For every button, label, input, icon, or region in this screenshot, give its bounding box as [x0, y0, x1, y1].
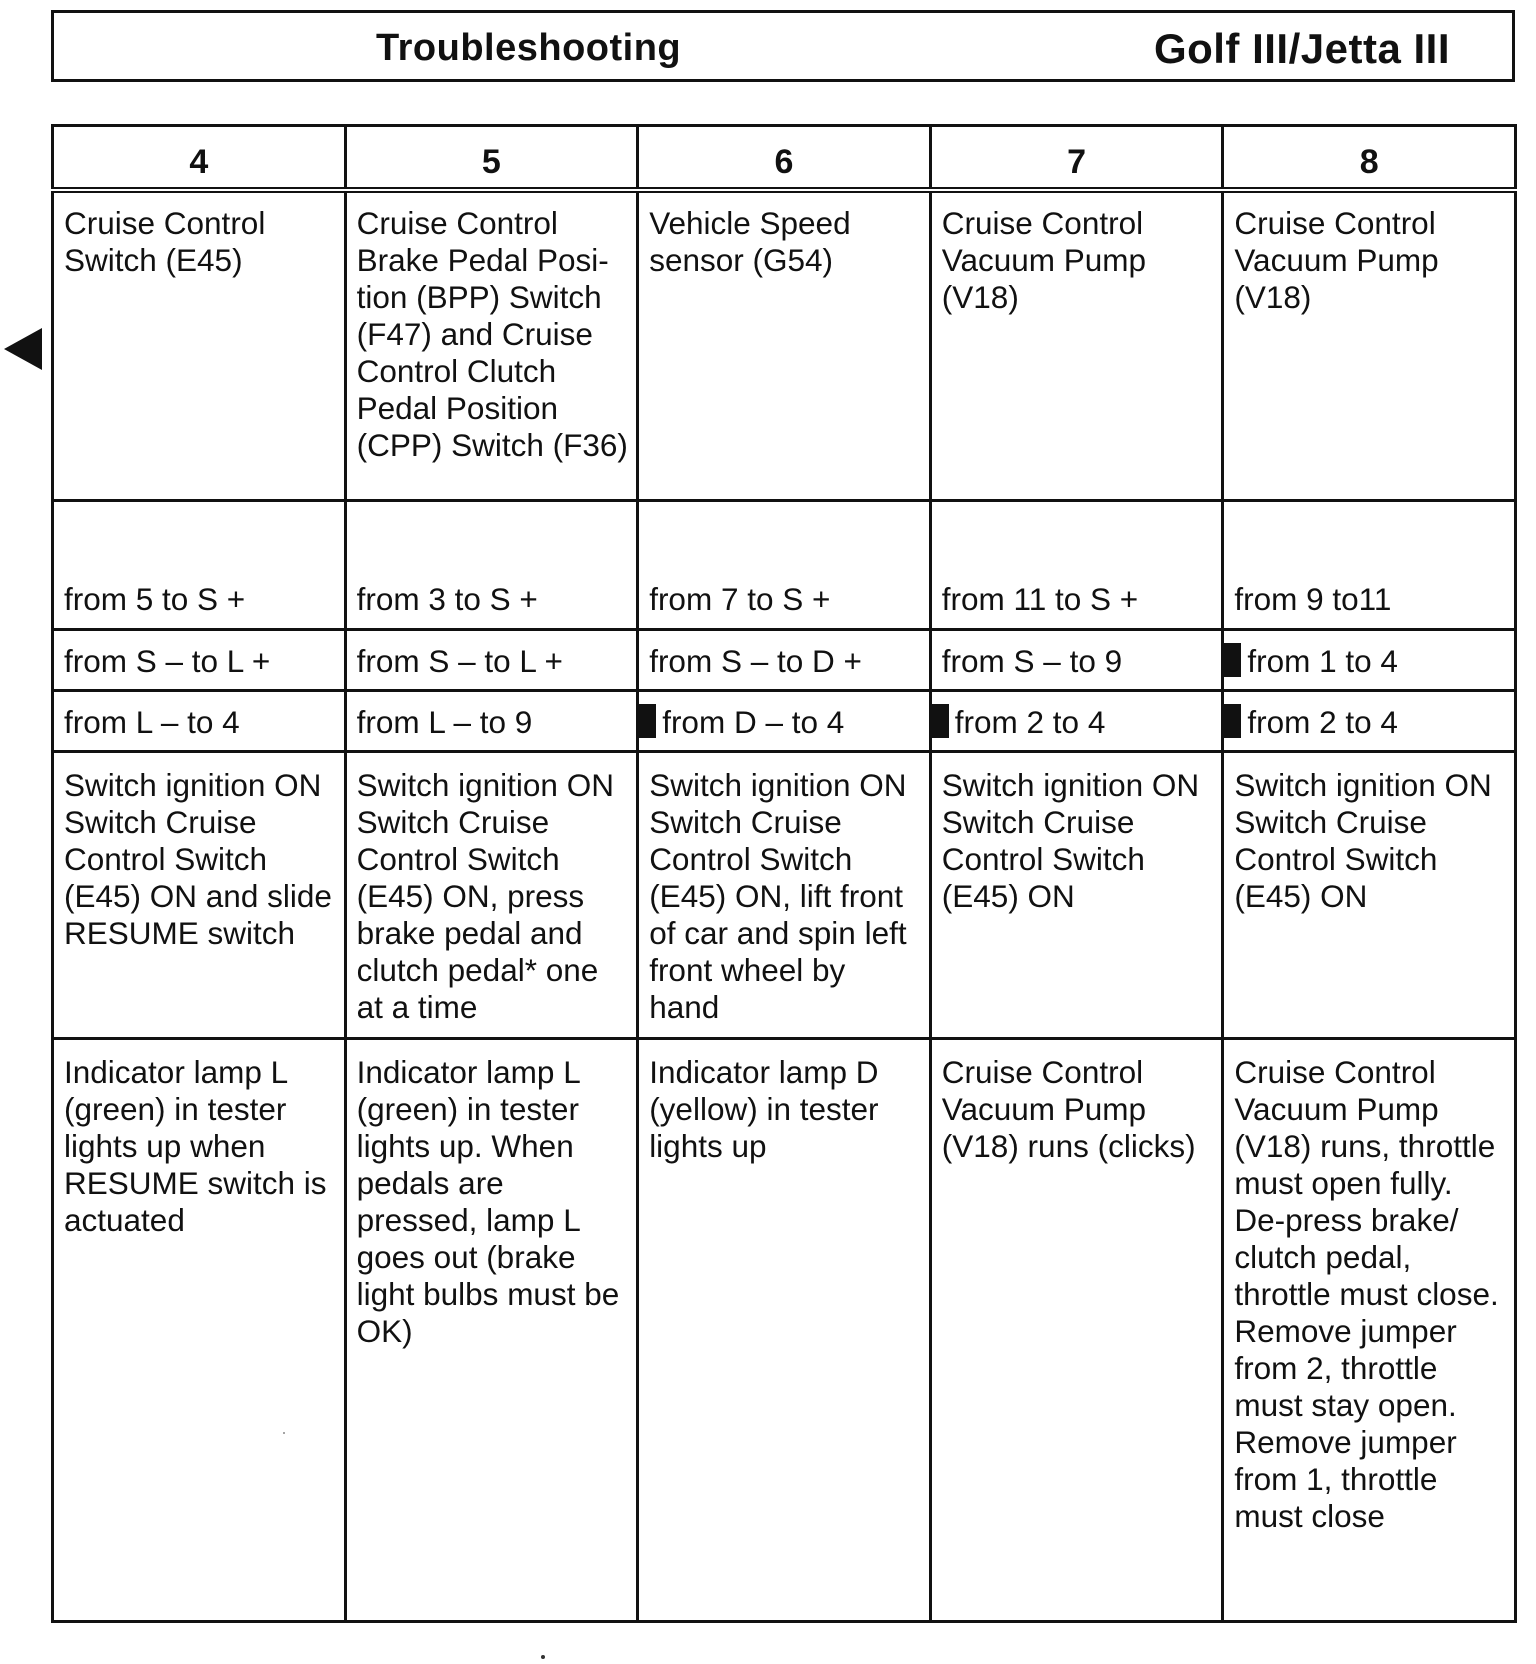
result-cell: Cruise Control Vacuum Pump (V18) runs (clicks)	[930, 1039, 1223, 1622]
column-header-6: 6	[638, 126, 931, 191]
component-cell: Cruise Control Vacuum Pump (V18)	[1223, 190, 1516, 501]
measure-cell	[638, 691, 931, 752]
measure-text: from 2 to 4	[1247, 703, 1398, 740]
measure-cell: from 7 to S +	[638, 501, 931, 630]
measure-cell: from S – to D +	[638, 630, 931, 691]
column-header-5: 5	[345, 126, 638, 191]
table-row-measure-2	[53, 630, 1516, 691]
table-row-measure-3	[53, 691, 1516, 752]
result-cell: Cruise Control Vacuum Pump (V18) runs, throttle must open fully. De-press brake/ clutch pedal, throttle must close. Remove jumper from 2, throttle must stay open. Remove jumper from 1, throttle must close	[1223, 1039, 1516, 1622]
measure-cell: from L – to 4	[53, 691, 346, 752]
measure-text: from 1 to 4	[1247, 642, 1398, 679]
black-marker-icon	[1224, 704, 1241, 738]
measure-cell	[1223, 630, 1516, 691]
column-header-7: 7	[930, 126, 1223, 191]
header-model: Golf III/Jetta III	[1153, 25, 1450, 72]
component-cell: Cruise Control Brake Pedal Posi-tion (BPP) Switch (F47) and Cruise Control Clutch Pedal Position (CPP) Switch (F36)	[345, 190, 638, 501]
table-row-condition	[53, 752, 1516, 1039]
condition-cell: Switch ignition ON Switch Cruise Control Switch (E45) ON	[1223, 752, 1516, 1039]
component-cell: Cruise Control Vacuum Pump (V18)	[930, 190, 1223, 501]
measure-cell: from 11 to S +	[930, 501, 1223, 630]
measure-cell: from L – to 9	[345, 691, 638, 752]
scan-speck	[283, 1432, 285, 1434]
component-cell: Cruise Control Switch (E45)	[53, 190, 346, 501]
condition-cell: Switch ignition ON Switch Cruise Control Switch (E45) ON, press brake pedal and clutch pedal* one at a time	[345, 752, 638, 1039]
condition-cell: Switch ignition ON Switch Cruise Control Switch (E45) ON and slide RESUME switch	[53, 752, 346, 1039]
table-header-row	[53, 126, 1516, 191]
table-row-result	[53, 1039, 1516, 1622]
column-header-4: 4	[53, 126, 346, 191]
measure-text: from D – to 4	[662, 703, 845, 740]
condition-cell: Switch ignition ON Switch Cruise Control Switch (E45) ON	[930, 752, 1223, 1039]
result-cell: Indicator lamp L (green) in tester lights up when RESUME switch is actuated	[53, 1039, 346, 1622]
measure-cell	[930, 691, 1223, 752]
page-header	[51, 10, 1515, 82]
column-header-8: 8	[1223, 126, 1516, 191]
measure-cell: from S – to L +	[345, 630, 638, 691]
black-marker-icon	[639, 704, 656, 738]
result-cell: Indicator lamp D (yellow) in tester lights up	[638, 1039, 931, 1622]
table-row-measure-1	[53, 501, 1516, 630]
component-cell: Vehicle Speed sensor (G54)	[638, 190, 931, 501]
measure-cell	[1223, 691, 1516, 752]
measure-cell: from 9 to11	[1223, 501, 1516, 630]
scan-dot	[541, 1655, 545, 1659]
table-row-component	[53, 190, 1516, 501]
measure-cell: from S – to 9	[930, 630, 1223, 691]
measure-cell: from S – to L +	[53, 630, 346, 691]
measure-cell: from 5 to S +	[53, 501, 346, 630]
measure-text: from 2 to 4	[954, 703, 1106, 740]
measure-cell: from 3 to S +	[345, 501, 638, 630]
result-cell: Indicator lamp L (green) in tester lights up. When pedals are pressed, lamp L goes out (brake light bulbs must be OK)	[345, 1039, 638, 1622]
condition-cell: Switch ignition ON Switch Cruise Control Switch (E45) ON, lift front of car and spin left front wheel by hand	[638, 752, 931, 1039]
black-marker-icon	[1224, 643, 1241, 677]
arrow-left-icon	[4, 328, 42, 370]
black-marker-icon	[932, 704, 949, 738]
header-title: Troubleshooting	[376, 27, 682, 69]
troubleshooting-table	[51, 124, 1517, 1623]
